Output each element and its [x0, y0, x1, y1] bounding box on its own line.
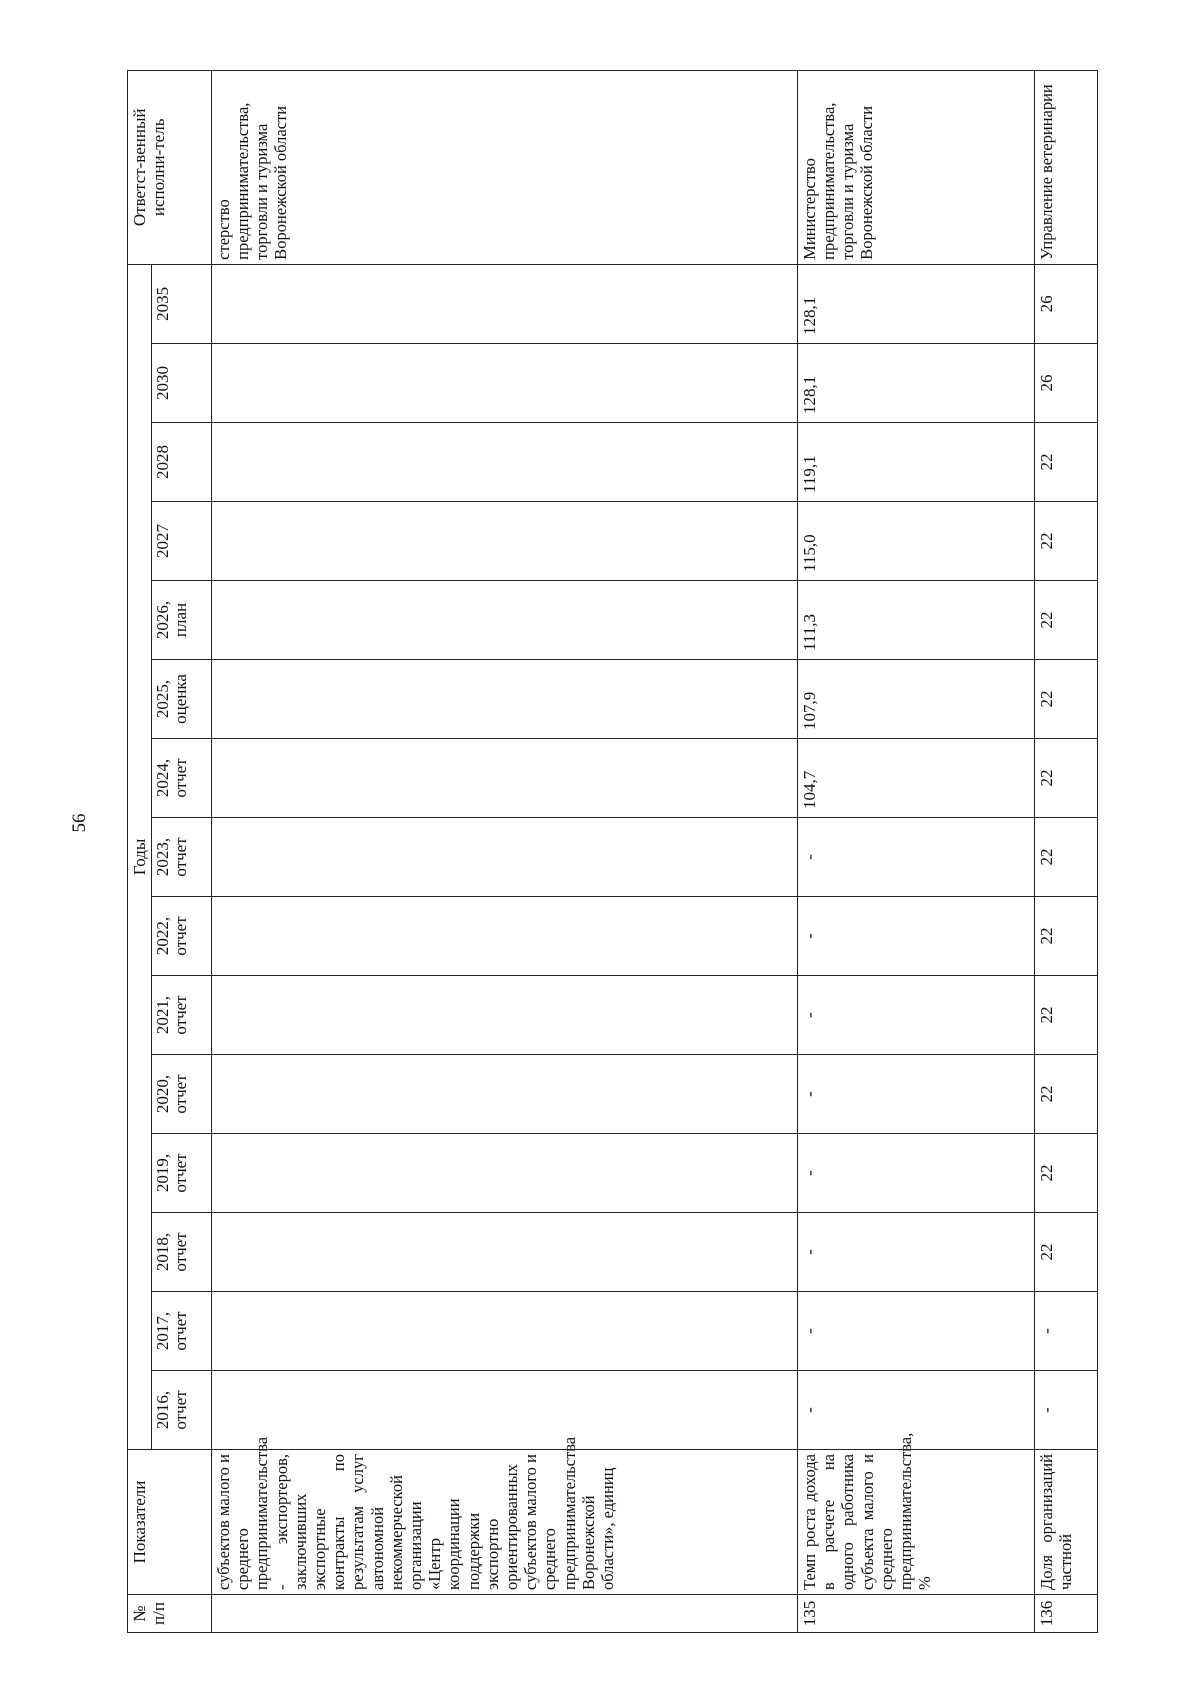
responsible-text: стерство предпринимательства, торговли и туризма Воронежской области [212, 70, 798, 264]
header-responsible: Ответст-венный исполни-тель [128, 70, 212, 264]
value-cell: 111,3 [798, 581, 1035, 660]
value-cell: - [798, 1134, 1035, 1213]
value-cell: 26 [1035, 344, 1098, 423]
value-cell [212, 818, 798, 897]
header-year: 2019, отчет [152, 1134, 212, 1213]
value-cell: 22 [1035, 818, 1098, 897]
value-cell: 107,9 [798, 660, 1035, 739]
value-cell [212, 1055, 798, 1134]
value-cell: 104,7 [798, 739, 1035, 818]
header-row-2 [152, 70, 212, 1632]
header-year: 2024, отчет [152, 739, 212, 818]
header-year: 2016, отчет [152, 1371, 212, 1450]
value-cell: 22 [1035, 897, 1098, 976]
rotated-table-wrapper [127, 71, 1095, 1633]
header-year: 2026, план [152, 581, 212, 660]
header-year: 2018, отчет [152, 1213, 212, 1292]
value-cell [212, 344, 798, 423]
value-cell: 22 [1035, 1055, 1098, 1134]
header-year: 2030 [152, 344, 212, 423]
value-cell [212, 1292, 798, 1371]
responsible-text: Управление ветеринарии [1035, 70, 1098, 264]
header-year: 2020, отчет [152, 1055, 212, 1134]
header-year: 2023, отчет [152, 818, 212, 897]
value-cell: 22 [1035, 423, 1098, 502]
value-cell: - [798, 1213, 1035, 1292]
value-cell: - [798, 897, 1035, 976]
indicator-text: Темп роста дохода в расчете на одного работника субъекта малого и среднего предпринимательства, % [798, 1450, 1035, 1595]
header-row-1 [128, 70, 152, 1632]
value-cell: - [798, 818, 1035, 897]
header-indicator: Показатели [128, 1450, 212, 1595]
header-year: 2028 [152, 423, 212, 502]
indicator-text: субъектов малого и среднего предпринимательства - экспортеров, заключивших экспортные контракты по результатам услуг автономной некоммерческой организации «Центр координации поддержки экспортно ориентированных субъектов малого и среднего предпринимательства Воронежской области», единиц [212, 1450, 798, 1595]
responsible-text: Министерство предпринимательства, торговли и туризма Воронежской области [798, 70, 1035, 264]
table-row [1035, 70, 1098, 1632]
header-year: 2027 [152, 502, 212, 581]
value-cell: - [798, 1371, 1035, 1450]
indicator-text: Доля организаций частной [1035, 1450, 1098, 1595]
value-cell: 22 [1035, 581, 1098, 660]
page-number: 56 [69, 813, 90, 833]
value-cell [212, 897, 798, 976]
header-year: 2035 [152, 264, 212, 343]
value-cell: 22 [1035, 739, 1098, 818]
row-number: 135 [798, 1595, 1035, 1633]
value-cell [212, 739, 798, 818]
value-cell: - [1035, 1292, 1098, 1371]
value-cell: 22 [1035, 976, 1098, 1055]
value-cell: - [798, 976, 1035, 1055]
table-row [798, 70, 1035, 1632]
value-cell [212, 660, 798, 739]
value-cell: - [1035, 1371, 1098, 1450]
value-cell: - [798, 1055, 1035, 1134]
value-cell: 22 [1035, 502, 1098, 581]
row-number: 136 [1035, 1595, 1098, 1633]
header-years-group: Годы [128, 264, 152, 1449]
value-cell [212, 502, 798, 581]
value-cell: 22 [1035, 660, 1098, 739]
value-cell [212, 976, 798, 1055]
value-cell: 115,0 [798, 502, 1035, 581]
value-cell [212, 1134, 798, 1213]
value-cell [212, 1213, 798, 1292]
value-cell: 26 [1035, 264, 1098, 343]
value-cell [212, 1371, 798, 1450]
value-cell [212, 581, 798, 660]
row-number [212, 1595, 798, 1633]
value-cell: 22 [1035, 1134, 1098, 1213]
value-cell: 119,1 [798, 423, 1035, 502]
header-year: 2017, отчет [152, 1292, 212, 1371]
value-cell [212, 264, 798, 343]
value-cell: 128,1 [798, 264, 1035, 343]
value-cell [212, 423, 798, 502]
indicators-table [127, 70, 1098, 1633]
header-num: № п/п [128, 1595, 212, 1633]
header-year: 2022, отчет [152, 897, 212, 976]
value-cell: 128,1 [798, 344, 1035, 423]
header-year: 2025, оценка [152, 660, 212, 739]
value-cell: - [798, 1292, 1035, 1371]
value-cell: 22 [1035, 1213, 1098, 1292]
header-year: 2021, отчет [152, 976, 212, 1055]
table-row [212, 70, 798, 1632]
